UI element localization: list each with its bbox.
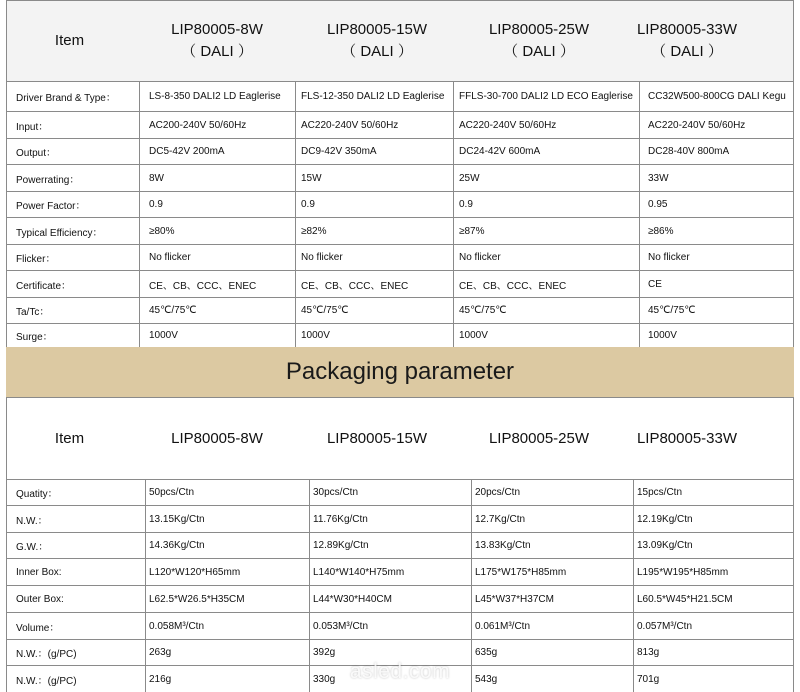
packaging-col-model: LIP80005-8W	[171, 429, 263, 447]
cell: 0.9	[301, 199, 315, 210]
packaging-header-item	[7, 398, 132, 479]
row-label: Ta/Tc：	[16, 307, 50, 318]
cell: 11.76Kg/Ctn	[313, 513, 368, 525]
table-row	[7, 298, 793, 324]
table-row	[7, 139, 793, 165]
cell: ≥87%	[459, 225, 485, 237]
spec-header-col	[297, 1, 457, 81]
cell: No flicker	[648, 252, 690, 263]
cell: CE、CB、CCC、ENEC	[301, 280, 409, 292]
cell: 330g	[313, 673, 336, 685]
cell: DC24-42V 600mA	[459, 146, 541, 157]
table-row	[7, 165, 793, 192]
packaging-header-col	[607, 398, 767, 479]
cell: DC5-42V 200mA	[149, 146, 225, 157]
cell: L120*W120*H65mm	[149, 566, 241, 578]
cell: 12.7Kg/Ctn	[475, 513, 526, 525]
cell: 15pcs/Ctn	[637, 487, 683, 498]
row-label: Driver Brand & Type：	[16, 93, 116, 104]
cell: 0.057M³/Ctn	[637, 620, 693, 632]
cell: 13.09Kg/Ctn	[637, 540, 693, 551]
watermark: asled.com	[349, 660, 451, 683]
cell: L62.5*W26.5*H35CM	[149, 593, 245, 605]
cell: FFLS-30-700 DALI2 LD ECO Eaglerise	[459, 91, 633, 102]
cell: LS-8-350 DALI2 LD Eaglerise	[149, 91, 281, 102]
row-label: Surge：	[16, 332, 53, 343]
row-label: Certificate：	[16, 280, 72, 292]
table-row	[7, 192, 793, 218]
cell: ≥86%	[648, 225, 674, 237]
spec-header-item	[7, 1, 132, 81]
spec-col-model: LIP80005-33W	[636, 21, 738, 38]
cell: No flicker	[149, 252, 191, 263]
row-label: N.W.：(g/PC)	[16, 649, 77, 660]
cell: CC32W500-800CG DALI Kegu	[648, 91, 786, 102]
spec-header-col	[137, 1, 297, 81]
cell: AC220-240V 50/60Hz	[301, 119, 399, 131]
cell: FLS-12-350 DALI2 LD Eaglerise	[301, 91, 445, 102]
cell: 50pcs/Ctn	[149, 487, 195, 498]
row-label: Outer Box:	[16, 593, 64, 605]
row-label: Powerrating：	[16, 174, 80, 186]
cell: ≥80%	[149, 225, 175, 237]
cell: 813g	[637, 647, 660, 658]
packaging-header-col	[137, 398, 297, 479]
cell: 216g	[149, 673, 172, 685]
spec-table	[6, 0, 794, 347]
cell: 392g	[313, 647, 336, 658]
packaging-header-item-label: Item	[54, 429, 85, 447]
cell: 543g	[475, 673, 498, 685]
spec-header	[7, 0, 793, 82]
spec-col-sub: （ DALI ）	[503, 43, 575, 60]
cell: 0.058M³/Ctn	[149, 620, 205, 632]
table-row	[7, 245, 793, 271]
spec-col-sub: （ DALI ）	[651, 43, 723, 60]
cell: 45℃/75℃	[459, 305, 507, 316]
row-label: Typical Efficiency：	[16, 227, 103, 239]
cell: 8W	[149, 172, 164, 184]
cell: 13.15Kg/Ctn	[149, 513, 205, 525]
cell: 12.89Kg/Ctn	[313, 540, 369, 551]
packaging-header-col	[297, 398, 457, 479]
cell: 635g	[475, 647, 498, 658]
row-label: Power Factor：	[16, 201, 86, 212]
cell: AC220-240V 50/60Hz	[648, 119, 746, 131]
cell: No flicker	[301, 252, 343, 263]
table-row	[7, 324, 793, 347]
cell: CE	[648, 278, 662, 290]
row-label: Input：	[16, 121, 49, 133]
cell: L44*W30*H40CM	[313, 593, 392, 605]
cell: L140*W140*H75mm	[313, 566, 405, 578]
cell: 0.9	[459, 199, 473, 210]
table-row	[7, 559, 793, 586]
cell: DC28-40V 800mA	[648, 146, 730, 157]
cell: 45℃/75℃	[301, 305, 349, 316]
cell: AC220-240V 50/60Hz	[459, 119, 557, 131]
row-label: Output：	[16, 148, 57, 159]
packaging-col-model: LIP80005-25W	[488, 429, 590, 447]
cell: 701g	[637, 673, 660, 685]
table-row	[7, 586, 793, 613]
section-band	[6, 347, 794, 397]
cell: L195*W195*H85mm	[637, 566, 729, 578]
cell: 15W	[301, 172, 322, 184]
cell: 45℃/75℃	[149, 305, 197, 316]
cell: 0.95	[648, 199, 668, 210]
cell: 14.36Kg/Ctn	[149, 540, 205, 551]
cell: L175*W175*H85mm	[475, 566, 567, 578]
packaging-header-col	[459, 398, 619, 479]
cell: 1000V	[301, 330, 330, 341]
cell: CE、CB、CCC、ENEC	[149, 280, 257, 292]
cell: 263g	[149, 647, 172, 658]
cell: 0.9	[149, 199, 163, 210]
spec-col-model: LIP80005-25W	[488, 21, 590, 38]
cell: 33W	[648, 172, 669, 184]
table-row	[7, 480, 793, 506]
row-label: Volume：	[16, 622, 60, 634]
table-row	[7, 82, 793, 112]
cell: 20pcs/Ctn	[475, 487, 521, 498]
table-row	[7, 506, 793, 533]
packaging-col-model: LIP80005-33W	[636, 429, 738, 447]
row-label: N.W.：(g/PC)	[16, 675, 77, 687]
section-title: Packaging parameter	[285, 358, 515, 385]
table-row	[7, 613, 793, 640]
table-row	[7, 218, 793, 245]
packaging-col-model: LIP80005-15W	[326, 429, 428, 447]
spec-col-model: LIP80005-8W	[171, 21, 263, 38]
spec-header-col	[607, 1, 767, 81]
cell: 1000V	[459, 330, 488, 341]
row-label: G.W.：	[16, 542, 49, 553]
cell: 13.83Kg/Ctn	[475, 540, 531, 551]
cell: DC9-42V 350mA	[301, 146, 377, 157]
row-label: Quatity：	[16, 489, 58, 500]
cell: L45*W37*H37CM	[475, 593, 554, 605]
spec-col-sub: （ DALI ）	[181, 43, 253, 60]
row-label: Inner Box:	[16, 566, 62, 578]
cell: 45℃/75℃	[648, 305, 696, 316]
row-label: Flicker：	[16, 254, 56, 265]
spec-header-col	[459, 1, 619, 81]
cell: 25W	[459, 172, 480, 184]
cell: 1000V	[149, 330, 178, 341]
cell: CE、CB、CCC、ENEC	[459, 280, 567, 292]
cell: 1000V	[648, 330, 677, 341]
cell: 0.061M³/Ctn	[475, 620, 531, 632]
spec-col-sub: （ DALI ）	[341, 43, 413, 60]
cell: 0.053M³/Ctn	[313, 620, 369, 632]
spec-col-model: LIP80005-15W	[326, 21, 428, 38]
cell: 30pcs/Ctn	[313, 487, 359, 498]
table-row	[7, 533, 793, 559]
table-row	[7, 112, 793, 139]
spec-header-item-label: Item	[54, 32, 85, 49]
packaging-table	[6, 397, 794, 692]
cell: ≥82%	[301, 225, 327, 237]
packaging-header	[7, 397, 793, 480]
cell: AC200-240V 50/60Hz	[149, 119, 247, 131]
cell: L60.5*W45*H21.5CM	[637, 593, 733, 605]
table-row	[7, 271, 793, 298]
cell: No flicker	[459, 252, 501, 263]
cell: 12.19Kg/Ctn	[637, 513, 693, 525]
row-label: N.W.：	[16, 515, 48, 527]
